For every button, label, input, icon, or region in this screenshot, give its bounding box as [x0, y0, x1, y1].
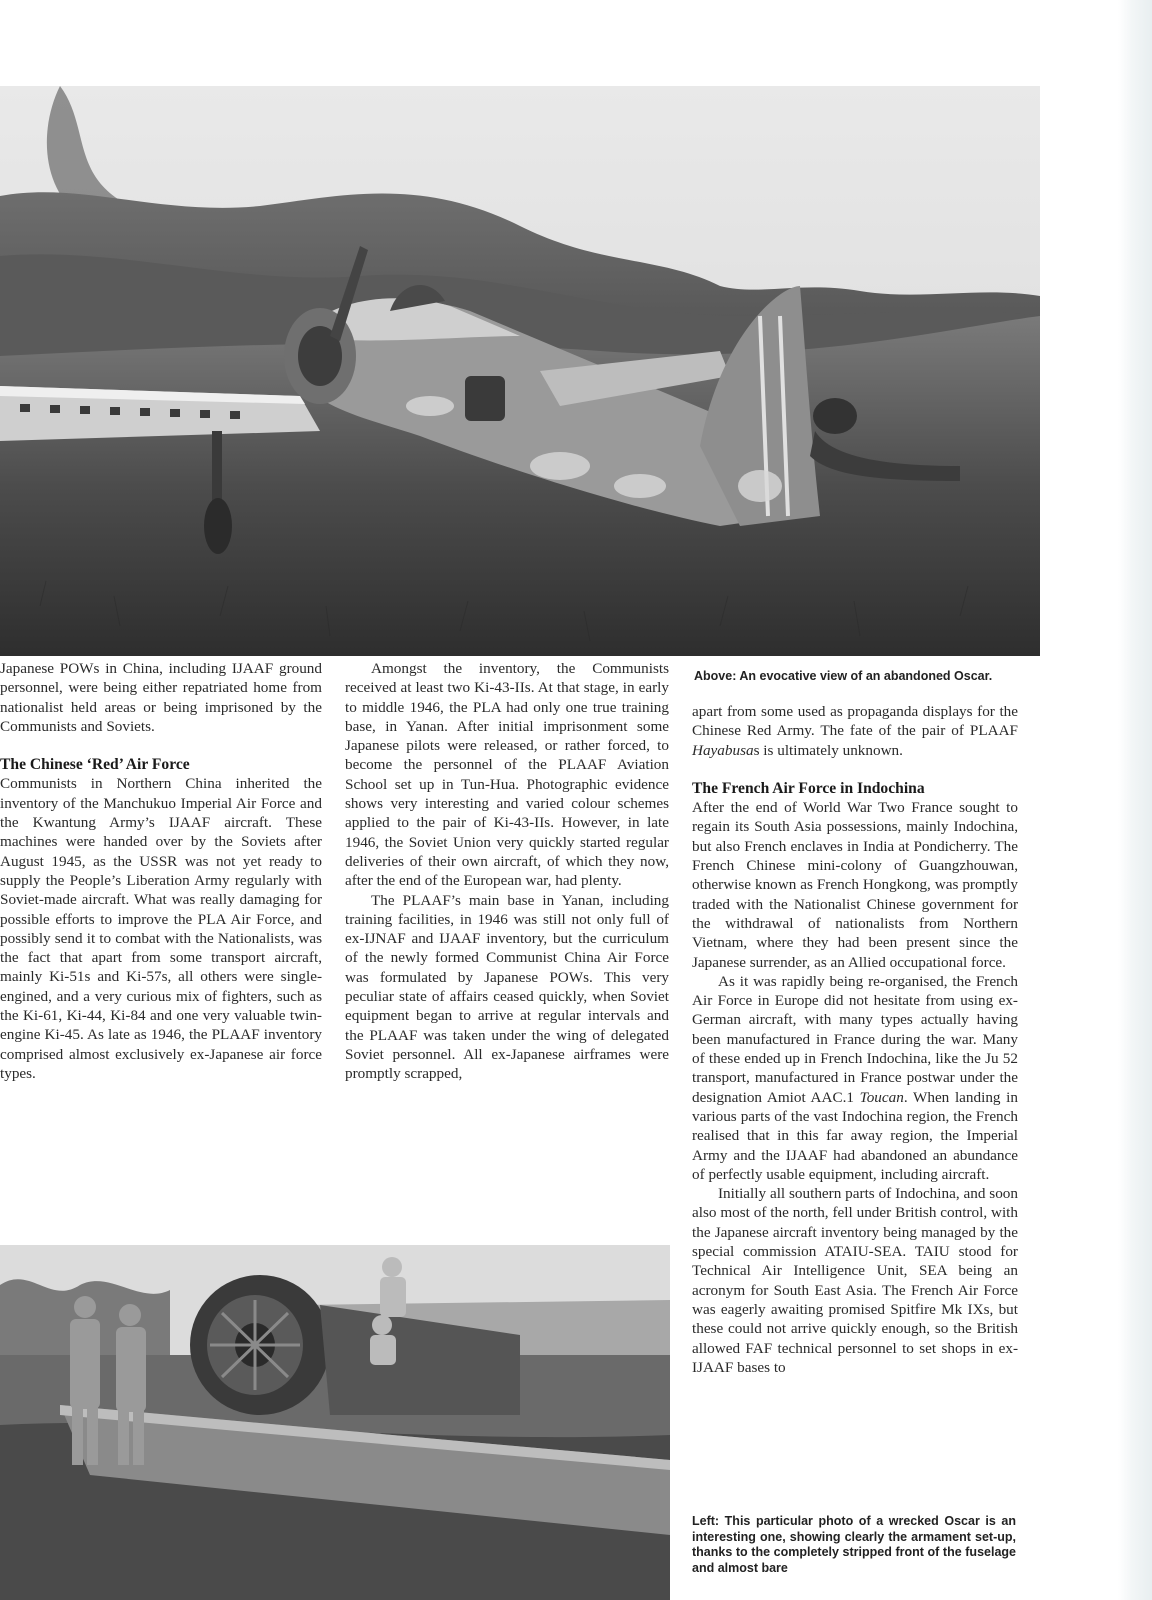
chinese-red-air-force-heading: The Chinese ‘Red’ Air Force [0, 756, 190, 774]
top-photo-caption [694, 669, 1018, 685]
bottom-photo [0, 1245, 670, 1600]
top-photo [0, 86, 1040, 656]
caption-label: Left: [692, 1514, 720, 1528]
column-2 [345, 659, 669, 1084]
col2-paragraph-2: The PLAAF’s main base in Yanan, including training facilities, in 1946 was still not only full of ex-IJNAF and IJAAF inventory, but the curriculum of the newly formed Communist China Air Force was formulated by Japanese POWs. This very peculiar state of affairs ceased quickly, when Soviet equipment began to arrive at regular intervals and the PLAAF was taken under the wing of delegated Soviet personnel. All ex-Japanese airframes were promptly scrapped, [345, 891, 669, 1083]
col3-paragraph-1: apart from some used as propaganda displays for the Chinese Red Army. The fate of the pair of PLAAF Hayabusas is ultimately unknown. [692, 703, 1018, 759]
col3-paragraph-3: As it was rapidly being re-organised, the French Air Force in Europe did not hesitate from using ex-German aircraft, with many types actually having been manufactured in France during the war. Many of these ended up in French Indochina, like the Ju 52 transport, manufactured in France postwar under the designation Amiot AAC.1 Toucan. When landing in various parts of the vast Indochina region, the French realised that in this far away region, the Imperial Army and the IJAAF had abandoned an abundance of perfectly usable equipment, including aircraft. [692, 972, 1018, 1183]
caption-text: This particular photo of a wrecked Oscar is an interesting one, showing clearly the armament set-up, thanks to the completely stripped front of the fuselage and almost bare [692, 1514, 1016, 1575]
column-3 [692, 702, 1018, 1377]
caption-text: An evocative view of an abandoned Oscar. [736, 669, 993, 683]
col1-paragraph-1: Japanese POWs in China, including IJAAF ground personnel, were being either repatriated home from nationalist held areas or being imprisoned by the Communists and Soviets. [0, 660, 322, 735]
french-air-force-heading: The French Air Force in Indochina [692, 779, 925, 797]
bottom-photo-caption [692, 1514, 1016, 1600]
column-1 [0, 659, 322, 1083]
col1-paragraph-2: Communists in Northern China inherited the inventory of the Manchukuo Imperial Air Force and the Kwantung Army’s IJAAF aircraft. These machines were handed over by the Soviets after August 1945, as the USSR was not yet ready to supply the People’s Liberation Army regularly with Soviet-made aircraft. What was really damaging for possible efforts to improve the PLA Air Force, and possibly send it to combat with the Nationalists, was the fact that apart from some transport aircraft, mainly Ki-51s and Ki-57s, all others were single-engined, and a very curious mix of fighters, such as the Ki-61, Ki-44, Ki-84 and one very valuable twin-engine Ki-45. As late as 1946, the PLAAF inventory comprised almost exclusively ex-Japanese air force types. [0, 775, 322, 1082]
caption-label: Above: [694, 669, 737, 683]
col3-paragraph-2: After the end of World War Two France sought to regain its South Asia possessions, mainly Indochina, but also French enclaves in India at Pondicherry. The French Chinese mini-colony of Guangzhouwan, otherwise known as French Hongkong, was promptly traded with the Nationalist Chinese government for the withdrawal of nationalists from Northern Vietnam, where they had been present since the Japanese surrender, as an Allied occupational force. [692, 799, 1018, 971]
col3-paragraph-4: Initially all southern parts of Indochina, and soon also most of the north, fell under British control, with the Japanese aircraft inventory being managed by the special commission ATAIU-SEA. TAIU stood for Technical Air Intelligence Unit, SEA being an acronym for South East Asia. The French Air Force was eagerly awaiting promised Spitfire Mk IXs, but these could not arrive quickly enough, so the British allowed FAF technical personnel to set shops in ex-IJAAF bases to [692, 1185, 1018, 1376]
scan-edge [1118, 0, 1152, 1600]
col2-paragraph-1: Amongst the inventory, the Communists received at least two Ki-43-IIs. At that stage, in early to middle 1946, the PLA had only one true training base, in Yanan. After initial imprisonment some Japanese pilots were released, or rather forced, to become the personnel of the PLAAF Aviation School set up in Tun-Hua. Photographic evidence shows very interesting and varied colour schemes applied to the pair of Ki-43-IIs. However, in late 1946, the Soviet Union very quickly started regular deliveries of their own aircraft, of which they now, after the end of the European war, had plenty. [345, 660, 669, 890]
